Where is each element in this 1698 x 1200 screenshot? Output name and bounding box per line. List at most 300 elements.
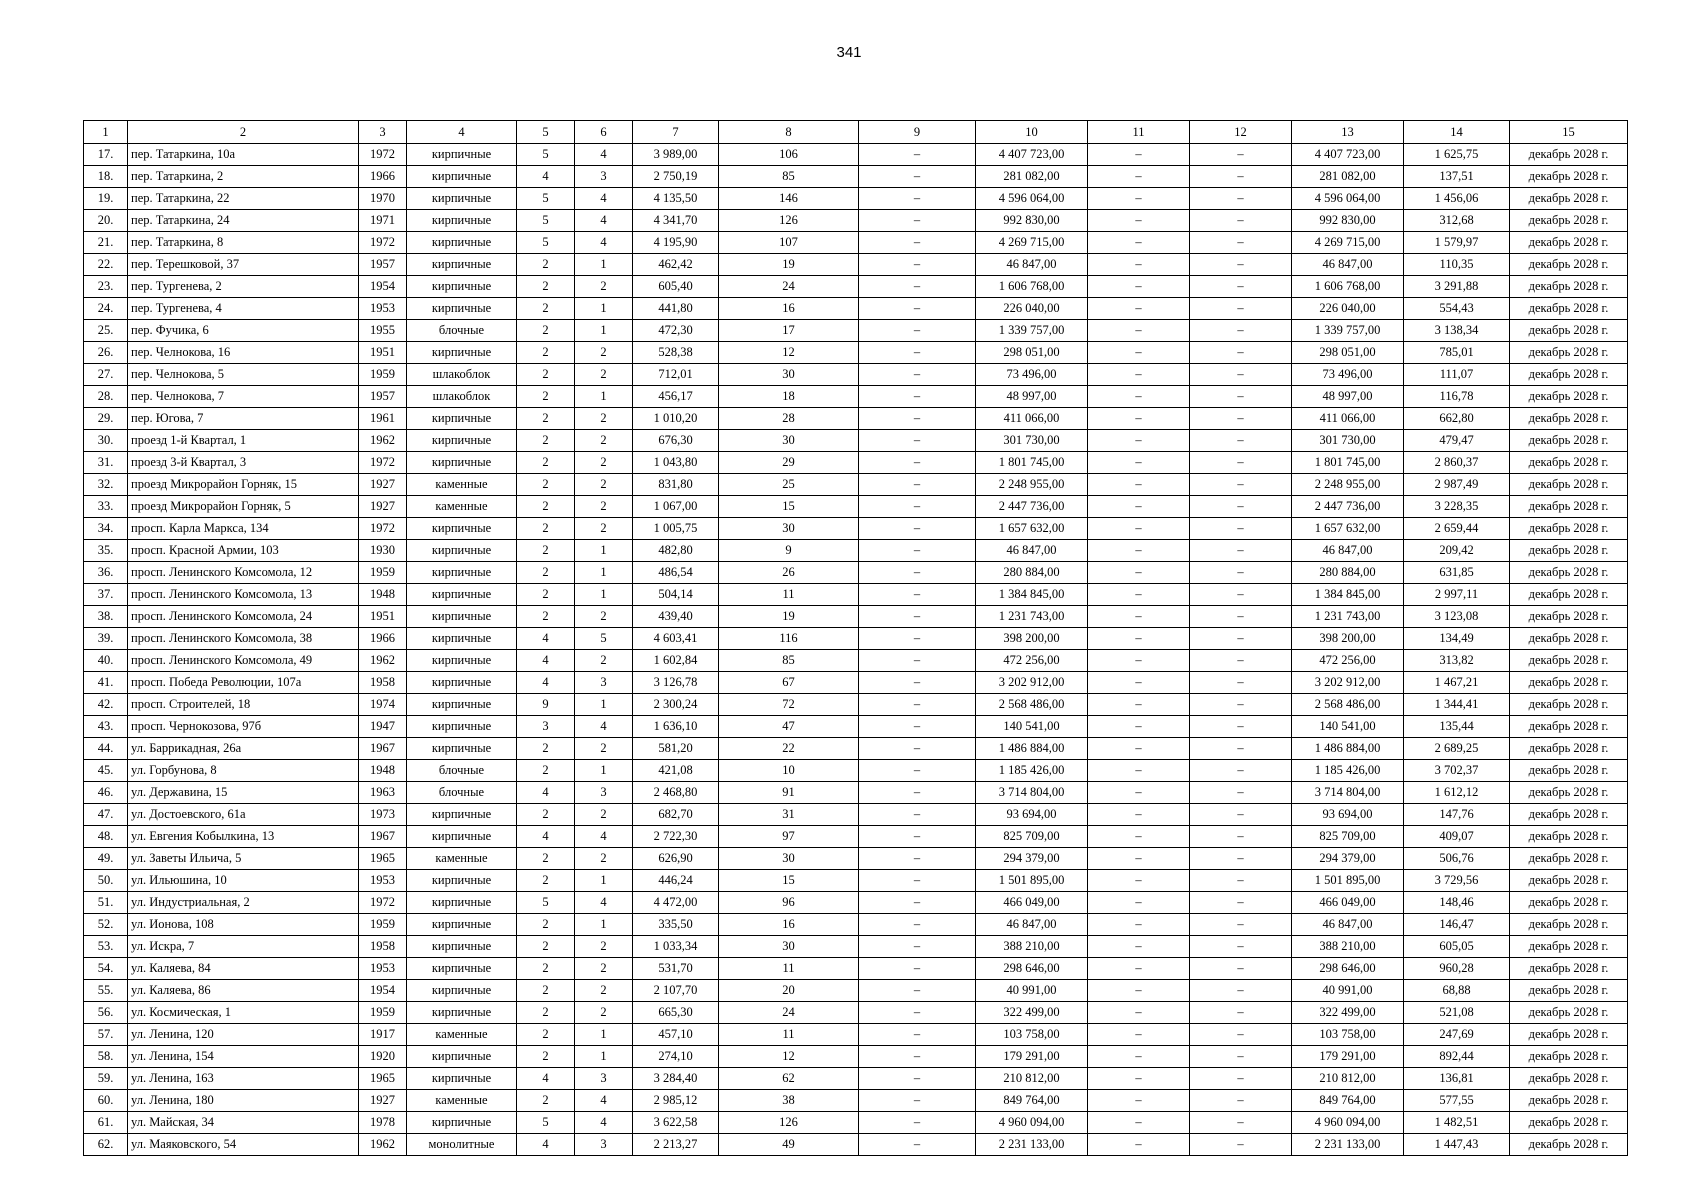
table-cell: блочные xyxy=(407,320,517,342)
table-cell: 179 291,00 xyxy=(1292,1046,1404,1068)
table-cell: 35. xyxy=(84,540,128,562)
table-cell: 4 xyxy=(517,1134,575,1156)
table-row xyxy=(84,452,1628,474)
table-cell: – xyxy=(859,848,976,870)
table-cell: 116,78 xyxy=(1404,386,1510,408)
table-cell: 28 xyxy=(719,408,859,430)
table-cell: 1978 xyxy=(359,1112,407,1134)
table-cell: 301 730,00 xyxy=(976,430,1088,452)
table-cell: 2 xyxy=(517,760,575,782)
table-cell: 50. xyxy=(84,870,128,892)
table-cell: 2 xyxy=(517,1090,575,1112)
table-cell: 135,44 xyxy=(1404,716,1510,738)
table-cell: декабрь 2028 г. xyxy=(1510,1046,1628,1068)
table-cell: – xyxy=(1190,1068,1292,1090)
table-cell: 68,88 xyxy=(1404,980,1510,1002)
table-cell: 2 231 133,00 xyxy=(976,1134,1088,1156)
table-cell: – xyxy=(859,1068,976,1090)
table-cell: декабрь 2028 г. xyxy=(1510,342,1628,364)
table-cell: – xyxy=(1088,804,1190,826)
table-cell: декабрь 2028 г. xyxy=(1510,958,1628,980)
table-cell: 5 xyxy=(517,232,575,254)
column-header-12: 12 xyxy=(1190,121,1292,144)
table-cell: декабрь 2028 г. xyxy=(1510,584,1628,606)
table-cell: 29 xyxy=(719,452,859,474)
table-cell: 2 248 955,00 xyxy=(976,474,1088,496)
table-cell: кирпичные xyxy=(407,628,517,650)
table-cell: 2 xyxy=(517,430,575,452)
column-header-7: 7 xyxy=(633,121,719,144)
table-cell: – xyxy=(859,408,976,430)
table-cell: кирпичные xyxy=(407,584,517,606)
table-cell: – xyxy=(859,672,976,694)
table-cell: 1 501 895,00 xyxy=(1292,870,1404,892)
table-cell: 3 138,34 xyxy=(1404,320,1510,342)
table-cell: кирпичные xyxy=(407,892,517,914)
table-cell: 103 758,00 xyxy=(976,1024,1088,1046)
address-cell: ул. Ленина, 180 xyxy=(128,1090,359,1112)
table-cell: кирпичные xyxy=(407,804,517,826)
table-cell: – xyxy=(859,826,976,848)
table-cell: – xyxy=(1088,298,1190,320)
table-cell: 136,81 xyxy=(1404,1068,1510,1090)
table-cell: кирпичные xyxy=(407,980,517,1002)
table-cell: 421,08 xyxy=(633,760,719,782)
table-cell: 1972 xyxy=(359,518,407,540)
address-cell: ул. Космическая, 1 xyxy=(128,1002,359,1024)
table-cell: 1966 xyxy=(359,628,407,650)
table-cell: 466 049,00 xyxy=(1292,892,1404,914)
table-cell: 398 200,00 xyxy=(1292,628,1404,650)
table-cell: 2 xyxy=(517,342,575,364)
table-cell: 1 657 632,00 xyxy=(976,518,1088,540)
table-cell: 409,07 xyxy=(1404,826,1510,848)
table-cell: 43. xyxy=(84,716,128,738)
table-cell: 1 xyxy=(575,386,633,408)
table-cell: 40. xyxy=(84,650,128,672)
table-cell: 5 xyxy=(575,628,633,650)
address-cell: пер. Татаркина, 10а xyxy=(128,144,359,166)
table-cell: 46. xyxy=(84,782,128,804)
table-cell: декабрь 2028 г. xyxy=(1510,1024,1628,1046)
table-cell: 5 xyxy=(517,144,575,166)
table-cell: 281 082,00 xyxy=(976,166,1088,188)
table-cell: – xyxy=(1088,254,1190,276)
table-cell: 4 xyxy=(517,650,575,672)
table-cell: декабрь 2028 г. xyxy=(1510,364,1628,386)
table-cell: 1927 xyxy=(359,496,407,518)
table-cell: 1 339 757,00 xyxy=(976,320,1088,342)
table-cell: – xyxy=(1190,914,1292,936)
table-cell: – xyxy=(1190,232,1292,254)
table-cell: 2 447 736,00 xyxy=(1292,496,1404,518)
table-cell: декабрь 2028 г. xyxy=(1510,452,1628,474)
column-header-14: 14 xyxy=(1404,121,1510,144)
table-cell: 1 384 845,00 xyxy=(1292,584,1404,606)
table-cell: – xyxy=(859,474,976,496)
table-cell: 1 344,41 xyxy=(1404,694,1510,716)
table-cell: – xyxy=(1088,672,1190,694)
table-cell: 226 040,00 xyxy=(976,298,1088,320)
address-cell: ул. Горбунова, 8 xyxy=(128,760,359,782)
table-cell: декабрь 2028 г. xyxy=(1510,210,1628,232)
address-cell: ул. Искра, 7 xyxy=(128,936,359,958)
table-cell: 2 xyxy=(517,848,575,870)
table-cell: – xyxy=(1190,540,1292,562)
table-cell: 1 579,97 xyxy=(1404,232,1510,254)
table-cell: 19 xyxy=(719,606,859,628)
table-cell: 47. xyxy=(84,804,128,826)
table-cell: шлакоблок xyxy=(407,386,517,408)
table-cell: – xyxy=(859,452,976,474)
address-cell: ул. Маяковского, 54 xyxy=(128,1134,359,1156)
table-cell: 294 379,00 xyxy=(1292,848,1404,870)
table-cell: – xyxy=(1190,672,1292,694)
table-cell: – xyxy=(1190,188,1292,210)
table-cell: 2 xyxy=(517,1046,575,1068)
table-cell: – xyxy=(859,232,976,254)
table-cell: 11 xyxy=(719,958,859,980)
table-cell: 30 xyxy=(719,364,859,386)
table-cell: – xyxy=(1088,936,1190,958)
table-cell: декабрь 2028 г. xyxy=(1510,474,1628,496)
table-cell: 506,76 xyxy=(1404,848,1510,870)
table-cell: – xyxy=(859,562,976,584)
table-cell: 281 082,00 xyxy=(1292,166,1404,188)
table-cell: 30. xyxy=(84,430,128,452)
table-cell: 62 xyxy=(719,1068,859,1090)
table-cell: 626,90 xyxy=(633,848,719,870)
address-cell: просп. Чернокозова, 97б xyxy=(128,716,359,738)
table-cell: 24 xyxy=(719,1002,859,1024)
table-cell: – xyxy=(1190,650,1292,672)
column-number-row xyxy=(84,121,1628,144)
table-cell: кирпичные xyxy=(407,914,517,936)
table-cell: декабрь 2028 г. xyxy=(1510,496,1628,518)
table-cell: 2 xyxy=(517,980,575,1002)
table-cell: 4 269 715,00 xyxy=(976,232,1088,254)
table-cell: 9 xyxy=(719,540,859,562)
table-cell: 36. xyxy=(84,562,128,584)
address-cell: ул. Ленина, 163 xyxy=(128,1068,359,1090)
table-cell: кирпичные xyxy=(407,518,517,540)
table-cell: 2 985,12 xyxy=(633,1090,719,1112)
address-cell: ул. Каляева, 84 xyxy=(128,958,359,980)
table-cell: 1973 xyxy=(359,804,407,826)
table-cell: 40 991,00 xyxy=(976,980,1088,1002)
table-cell: кирпичные xyxy=(407,936,517,958)
table-cell: 48 997,00 xyxy=(1292,386,1404,408)
table-cell: – xyxy=(1190,1002,1292,1024)
table-cell: 4 407 723,00 xyxy=(976,144,1088,166)
address-cell: проезд Микрорайон Горняк, 15 xyxy=(128,474,359,496)
table-cell: 11 xyxy=(719,1024,859,1046)
table-cell: 46 847,00 xyxy=(1292,914,1404,936)
address-cell: ул. Майская, 34 xyxy=(128,1112,359,1134)
address-cell: просп. Карла Маркса, 134 xyxy=(128,518,359,540)
table-cell: 1974 xyxy=(359,694,407,716)
table-cell: 1955 xyxy=(359,320,407,342)
table-row xyxy=(84,606,1628,628)
table-cell: – xyxy=(1088,144,1190,166)
table-cell: декабрь 2028 г. xyxy=(1510,562,1628,584)
table-cell: – xyxy=(1088,276,1190,298)
table-cell: 67 xyxy=(719,672,859,694)
table-cell: 1970 xyxy=(359,188,407,210)
column-header-2: 2 xyxy=(128,121,359,144)
table-cell: 2 xyxy=(517,606,575,628)
table-cell: – xyxy=(859,320,976,342)
table-cell: – xyxy=(859,386,976,408)
table-row xyxy=(84,496,1628,518)
table-cell: – xyxy=(1190,1134,1292,1156)
table-cell: 59. xyxy=(84,1068,128,1090)
address-cell: проезд 1-й Квартал, 1 xyxy=(128,430,359,452)
table-row xyxy=(84,364,1628,386)
table-cell: 676,30 xyxy=(633,430,719,452)
table-row xyxy=(84,804,1628,826)
table-cell: 4 xyxy=(575,826,633,848)
table-cell: 1961 xyxy=(359,408,407,430)
table-cell: 1 033,34 xyxy=(633,936,719,958)
table-cell: – xyxy=(859,1024,976,1046)
table-cell: монолитные xyxy=(407,1134,517,1156)
address-cell: просп. Победа Революции, 107а xyxy=(128,672,359,694)
table-cell: – xyxy=(1088,518,1190,540)
table-cell: – xyxy=(1190,254,1292,276)
table-cell: декабрь 2028 г. xyxy=(1510,430,1628,452)
table-cell: 849 764,00 xyxy=(976,1090,1088,1112)
table-cell: 33. xyxy=(84,496,128,518)
table-cell: 1 231 743,00 xyxy=(1292,606,1404,628)
table-cell: – xyxy=(1190,628,1292,650)
table-cell: 479,47 xyxy=(1404,430,1510,452)
table-cell: – xyxy=(1190,144,1292,166)
table-cell: блочные xyxy=(407,760,517,782)
table-cell: – xyxy=(1190,716,1292,738)
table-cell: 16 xyxy=(719,298,859,320)
table-cell: – xyxy=(1088,584,1190,606)
table-cell: 28. xyxy=(84,386,128,408)
table-cell: – xyxy=(859,1134,976,1156)
table-cell: декабрь 2028 г. xyxy=(1510,1068,1628,1090)
table-cell: – xyxy=(859,958,976,980)
address-cell: пер. Татаркина, 22 xyxy=(128,188,359,210)
table-cell: 1947 xyxy=(359,716,407,738)
table-cell: 1 467,21 xyxy=(1404,672,1510,694)
table-cell: – xyxy=(1190,804,1292,826)
table-cell: 31 xyxy=(719,804,859,826)
table-cell: 29. xyxy=(84,408,128,430)
table-cell: 85 xyxy=(719,166,859,188)
table-cell: 72 xyxy=(719,694,859,716)
table-cell: 1 xyxy=(575,1024,633,1046)
address-cell: пер. Фучика, 6 xyxy=(128,320,359,342)
table-cell: 10 xyxy=(719,760,859,782)
table-cell: – xyxy=(1190,298,1292,320)
table-cell: 4 xyxy=(517,166,575,188)
table-cell: 298 646,00 xyxy=(1292,958,1404,980)
table-cell: 2 xyxy=(517,408,575,430)
table-cell: 30 xyxy=(719,518,859,540)
table-cell: декабрь 2028 г. xyxy=(1510,276,1628,298)
table-row xyxy=(84,518,1628,540)
table-cell: 2 xyxy=(575,650,633,672)
table-cell: 1967 xyxy=(359,738,407,760)
table-cell: 3 xyxy=(575,166,633,188)
table-cell: 2 xyxy=(517,496,575,518)
address-cell: просп. Ленинского Комсомола, 49 xyxy=(128,650,359,672)
table-cell: 2 568 486,00 xyxy=(976,694,1088,716)
table-cell: 2 447 736,00 xyxy=(976,496,1088,518)
table-cell: 126 xyxy=(719,1112,859,1134)
table-cell: 12 xyxy=(719,1046,859,1068)
table-cell: 126 xyxy=(719,210,859,232)
table-cell: кирпичные xyxy=(407,408,517,430)
address-cell: ул. Ленина, 154 xyxy=(128,1046,359,1068)
table-cell: 388 210,00 xyxy=(1292,936,1404,958)
table-cell: 1 606 768,00 xyxy=(976,276,1088,298)
table-cell: 2 xyxy=(517,936,575,958)
table-cell: 2 107,70 xyxy=(633,980,719,1002)
table-cell: – xyxy=(1190,1024,1292,1046)
table-cell: 482,80 xyxy=(633,540,719,562)
table-cell: 2 xyxy=(517,958,575,980)
table-cell: – xyxy=(1190,782,1292,804)
table-cell: 4 xyxy=(517,672,575,694)
table-cell: 1948 xyxy=(359,760,407,782)
table-cell: – xyxy=(1088,980,1190,1002)
table-cell: декабрь 2028 г. xyxy=(1510,188,1628,210)
table-cell: 504,14 xyxy=(633,584,719,606)
table-cell: 148,46 xyxy=(1404,892,1510,914)
table-cell: 2 xyxy=(575,276,633,298)
table-cell: 2 659,44 xyxy=(1404,518,1510,540)
table-cell: кирпичные xyxy=(407,232,517,254)
table-cell: декабрь 2028 г. xyxy=(1510,232,1628,254)
table-cell: 3 202 912,00 xyxy=(976,672,1088,694)
table-cell: 274,10 xyxy=(633,1046,719,1068)
table-cell: каменные xyxy=(407,474,517,496)
table-cell: декабрь 2028 г. xyxy=(1510,386,1628,408)
table-cell: 441,80 xyxy=(633,298,719,320)
table-cell: декабрь 2028 г. xyxy=(1510,848,1628,870)
table-cell: – xyxy=(1190,980,1292,1002)
table-cell: кирпичные xyxy=(407,958,517,980)
table-cell: 55. xyxy=(84,980,128,1002)
table-cell: – xyxy=(859,738,976,760)
table-cell: 146 xyxy=(719,188,859,210)
table-cell: 2 xyxy=(575,1002,633,1024)
table-cell: 2 231 133,00 xyxy=(1292,1134,1404,1156)
table-cell: – xyxy=(1190,738,1292,760)
table-cell: – xyxy=(859,716,976,738)
table-cell: 1927 xyxy=(359,474,407,496)
table-cell: – xyxy=(1088,870,1190,892)
table-cell: 2 xyxy=(517,584,575,606)
table-cell: 1959 xyxy=(359,364,407,386)
table-cell: 466 049,00 xyxy=(976,892,1088,914)
table-cell: 24 xyxy=(719,276,859,298)
table-cell: 335,50 xyxy=(633,914,719,936)
table-cell: – xyxy=(859,518,976,540)
table-cell: 3 xyxy=(575,782,633,804)
table-row xyxy=(84,1134,1628,1156)
table-cell: 2 xyxy=(517,738,575,760)
table-cell: 2 xyxy=(575,496,633,518)
table-cell: 93 694,00 xyxy=(976,804,1088,826)
table-cell: кирпичные xyxy=(407,298,517,320)
table-row xyxy=(84,1090,1628,1112)
table-cell: кирпичные xyxy=(407,452,517,474)
table-cell: 20 xyxy=(719,980,859,1002)
table-cell: кирпичные xyxy=(407,430,517,452)
address-cell: просп. Ленинского Комсомола, 12 xyxy=(128,562,359,584)
table-cell: декабрь 2028 г. xyxy=(1510,298,1628,320)
table-cell: 25. xyxy=(84,320,128,342)
table-cell: 605,40 xyxy=(633,276,719,298)
table-cell: 1 xyxy=(575,298,633,320)
table-cell: 3 xyxy=(517,716,575,738)
table-cell: – xyxy=(1088,914,1190,936)
table-cell: 11 xyxy=(719,584,859,606)
table-row xyxy=(84,166,1628,188)
table-cell: 1948 xyxy=(359,584,407,606)
table-cell: кирпичные xyxy=(407,870,517,892)
table-cell: 2 xyxy=(575,408,633,430)
table-cell: декабрь 2028 г. xyxy=(1510,760,1628,782)
table-cell: – xyxy=(859,364,976,386)
table-cell: 226 040,00 xyxy=(1292,298,1404,320)
table-cell: – xyxy=(859,1090,976,1112)
table-cell: каменные xyxy=(407,1090,517,1112)
table-cell: кирпичные xyxy=(407,562,517,584)
table-row xyxy=(84,188,1628,210)
table-cell: 4 xyxy=(575,716,633,738)
table-cell: кирпичные xyxy=(407,650,517,672)
table-cell: декабрь 2028 г. xyxy=(1510,694,1628,716)
table-cell: 91 xyxy=(719,782,859,804)
address-cell: просп. Ленинского Комсомола, 24 xyxy=(128,606,359,628)
table-cell: 322 499,00 xyxy=(1292,1002,1404,1024)
address-cell: пер. Терешковой, 37 xyxy=(128,254,359,276)
table-cell: декабрь 2028 г. xyxy=(1510,606,1628,628)
table-cell: 4 xyxy=(517,628,575,650)
column-header-15: 15 xyxy=(1510,121,1628,144)
table-cell: – xyxy=(1190,870,1292,892)
table-cell: кирпичные xyxy=(407,672,517,694)
table-cell: 1917 xyxy=(359,1024,407,1046)
address-cell: ул. Ионова, 108 xyxy=(128,914,359,936)
table-cell: 2 997,11 xyxy=(1404,584,1510,606)
table-cell: – xyxy=(1088,1090,1190,1112)
table-cell: 1965 xyxy=(359,1068,407,1090)
table-cell: 1959 xyxy=(359,1002,407,1024)
table-cell: 312,68 xyxy=(1404,210,1510,232)
housing-registry-table xyxy=(83,120,1628,1156)
table-cell: 3 291,88 xyxy=(1404,276,1510,298)
table-cell: 581,20 xyxy=(633,738,719,760)
table-cell: 472 256,00 xyxy=(1292,650,1404,672)
table-row xyxy=(84,1002,1628,1024)
table-cell: 313,82 xyxy=(1404,650,1510,672)
table-cell: 662,80 xyxy=(1404,408,1510,430)
table-cell: 4 xyxy=(575,210,633,232)
address-cell: пер. Тургенева, 4 xyxy=(128,298,359,320)
table-cell: 2 xyxy=(575,452,633,474)
table-cell: 2 xyxy=(575,738,633,760)
table-cell: 3 126,78 xyxy=(633,672,719,694)
